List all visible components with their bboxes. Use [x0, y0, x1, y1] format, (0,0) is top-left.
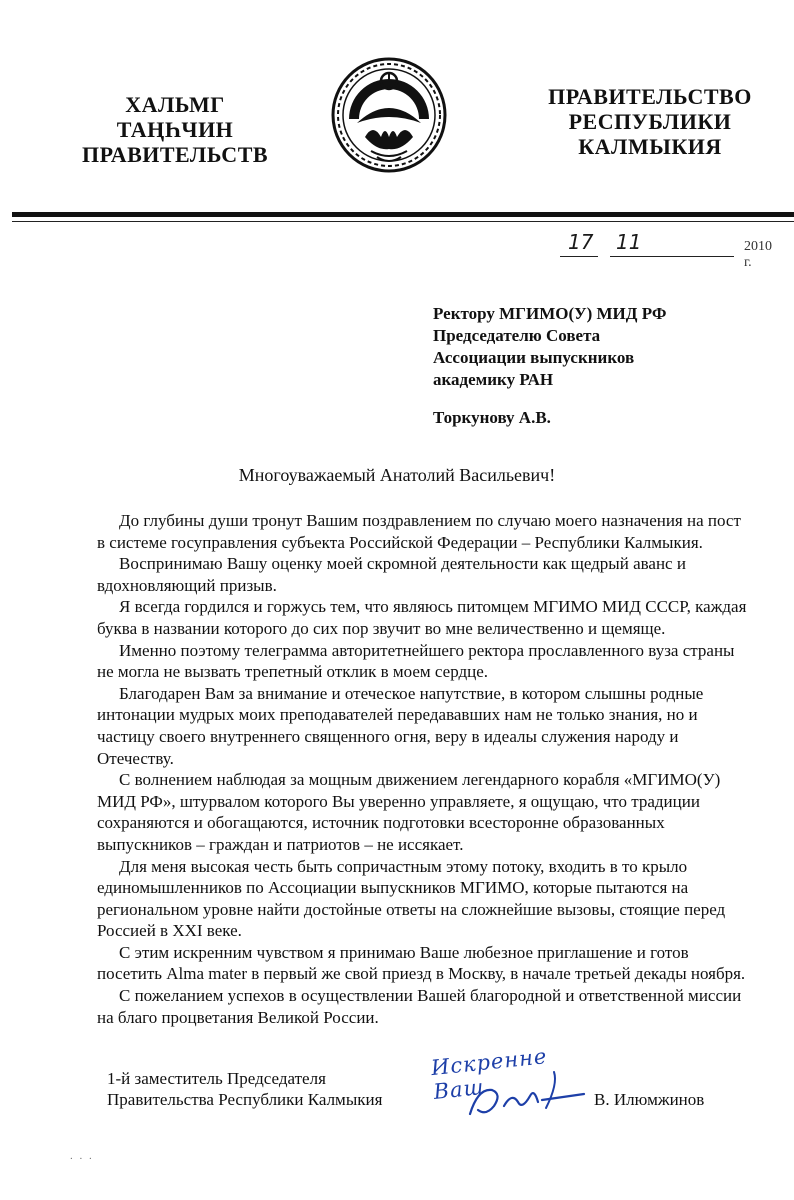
addressee-line: Председателю Совета	[433, 326, 601, 345]
body-paragraph: С пожеланием успехов в осуществлении Вашей благородной и ответственной миссии на благо процветания Великой России.	[97, 986, 742, 1027]
letterhead-left-title	[60, 92, 290, 167]
addressee-line: академику РАН	[433, 370, 554, 389]
scan-artifact: . . .	[70, 1150, 94, 1162]
date-day: 17	[568, 230, 594, 254]
signatory-title-line: Правительства Республики Калмыкия	[107, 1090, 383, 1109]
date-month-field	[610, 230, 734, 257]
addressee-name: Торкунову А.В.	[433, 408, 551, 427]
letterhead-right-title	[530, 84, 770, 159]
body-paragraph: Для меня высокая честь быть сопричастным этому потоку, входить в то крыло единомышленников по Ассоциации выпускников МГИМО, которые пытаются на региональном уровне найти достойные ответы на сложнейшие вызовы, стоящие перед Россией в XXI веке.	[97, 856, 726, 941]
body-paragraph: Благодарен Вам за внимание и отеческое напутствие, в котором слышны родные интонации мудрых моих преподавателей передававших нам не только знания, но и частицу своего внутреннего священного огня, веру в идеалы служения народу и Отечеству.	[97, 683, 704, 768]
handwritten-signature	[408, 1036, 588, 1126]
date-month: 11	[616, 230, 642, 254]
addressee-line: Ректору МГИМО(У) МИД РФ	[433, 304, 667, 323]
signature-scribble	[408, 1036, 588, 1126]
signatory-title-line: 1-й заместитель Председателя	[107, 1069, 326, 1088]
handwritten-closing: Искренне Ваш	[429, 1044, 549, 1105]
date-year: 2010 г.	[744, 239, 772, 270]
body-paragraph: До глубины души тронут Вашим поздравлением по случаю моего назначения на пост в системе госуправления субъекта Российской Федерации – Республики Калмыкия.	[97, 511, 741, 552]
letterhead-left-line: ХАЛЬМГ	[125, 92, 225, 117]
letter-body	[97, 510, 747, 1028]
addressee-block	[433, 303, 666, 391]
salutation: Многоуважаемый Анатолий Васильевич!	[238, 465, 556, 485]
body-paragraph: С этим искренним чувством я принимаю Ваше любезное приглашение и готов посетить Alma mater в первый же свой приезд в Москву, в начале третьей декады ноября.	[97, 942, 746, 984]
letterhead-right-line: ПРАВИТЕЛЬСТВО	[548, 84, 752, 109]
letterhead-left-line: ПРАВИТЕЛЬСТВ	[81, 142, 269, 167]
signatory-name: В. Илюмжинов	[594, 1090, 705, 1109]
letterhead-left-line: ТАҢҺЧИН	[116, 117, 234, 142]
date-day-field	[560, 230, 598, 257]
body-paragraph: С волнением наблюдая за мощным движением легендарного корабля «МГИМО(У) МИД РФ», штурвалом которого Вы уверенно управляете, я ощущаю, что традиции сохраняются и обогащаются, источник подготовки всесторонне образованных выпускников – граждан и патриотов – не иссякает.	[97, 770, 721, 854]
body-paragraph: Воспринимаю Вашу оценку моей скромной деятельности как щедрый аванс и вдохновляющий призыв.	[97, 554, 686, 595]
signatory-title	[107, 1068, 382, 1110]
coat-of-arms-emblem	[327, 53, 451, 177]
header-divider-thin	[12, 221, 794, 222]
body-paragraph: Я всегда гордился и горжусь тем, что являюсь питомцем МГИМО МИД СССР, каждая буква в названии которого до сих пор звучит во мне величественно и щемяще.	[97, 597, 747, 638]
header-divider-thick	[12, 212, 794, 217]
body-paragraph: Именно поэтому телеграмма авторитетнейшего ректора прославленного вуза страны не могла не вызвать трепетный отклик в моем сердце.	[97, 640, 735, 682]
letterhead-right-line: РЕСПУБЛИКИ	[568, 109, 732, 134]
letterhead-right-line: КАЛМЫКИЯ	[578, 134, 722, 159]
addressee-line: Ассоциации выпускников	[433, 348, 635, 367]
